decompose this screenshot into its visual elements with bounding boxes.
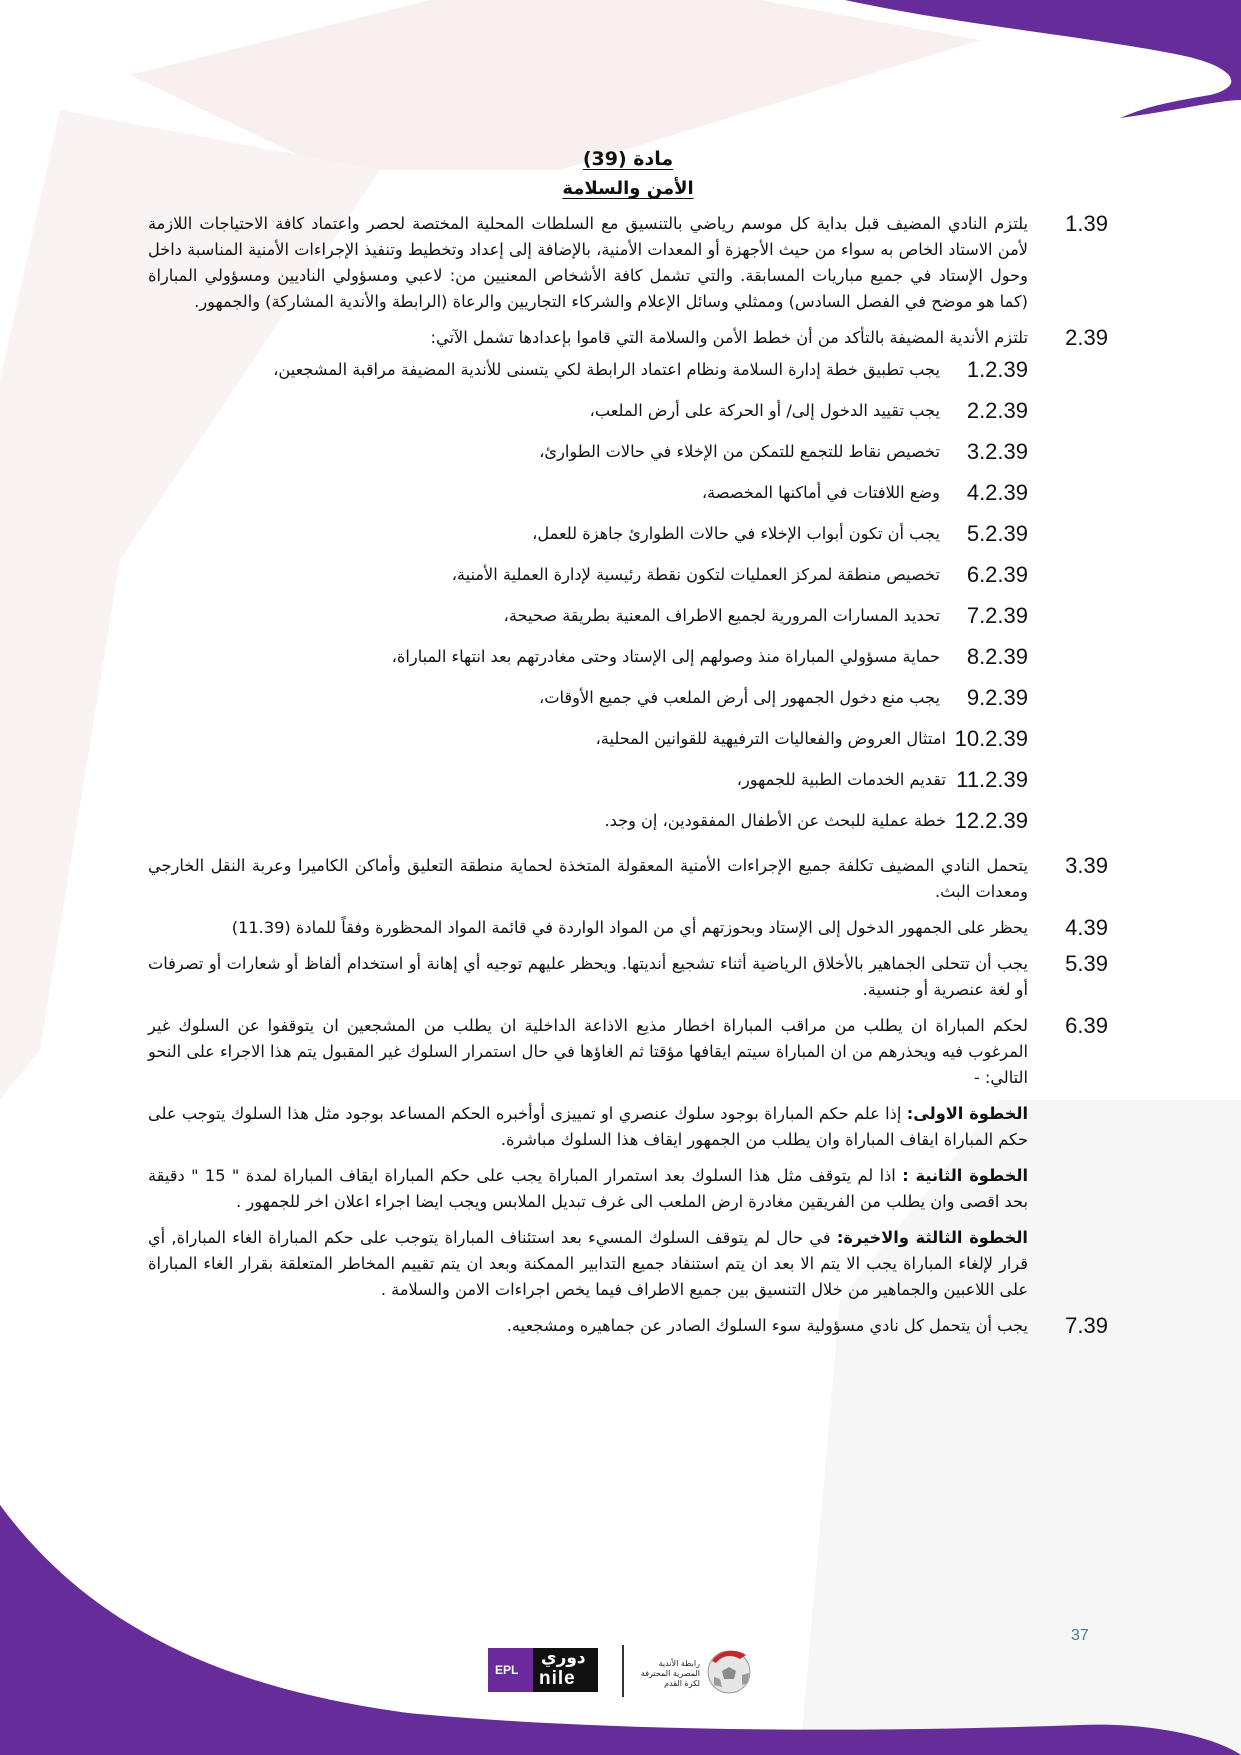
clause-number: 4.39 bbox=[1065, 915, 1108, 940]
subclause-text: يجب تقييد الدخول إلى/ أو الحركة على أرض الملعب، bbox=[589, 401, 940, 420]
subclause-item bbox=[148, 558, 1108, 599]
efa-logo bbox=[638, 1645, 758, 1697]
subclause-text: تحديد المسارات المرورية لجميع الاطراف المعنية بطريقة صحيحة، bbox=[503, 606, 940, 625]
step-first bbox=[148, 1101, 1028, 1153]
subclause-item bbox=[148, 353, 1108, 394]
subclause-item bbox=[148, 681, 1108, 722]
subclause-item bbox=[148, 599, 1108, 640]
subclause-item bbox=[148, 394, 1108, 435]
subclause-text: يجب منع دخول الجمهور إلى أرض الملعب في جميع الأوقات، bbox=[539, 688, 940, 707]
step-second bbox=[148, 1163, 1028, 1215]
clause-number: 1.39 bbox=[1065, 211, 1108, 236]
nile-league-logo bbox=[488, 1648, 598, 1692]
step-label: الخطوة الثانية : bbox=[902, 1166, 1028, 1185]
step-text: إذا علم حكم المباراة بوجود سلوك عنصري او تمييزى أوأخبره الحكم المساعد بوجود مثل هذا السلوك يتوجب على حكم المباراة ايقاف المباراة وان يطلب من الجمهور ايقاف هذا السلوك مباشرة. bbox=[148, 1104, 1028, 1149]
step-label: الخطوة الاولى: bbox=[906, 1104, 1029, 1123]
league-name-english: nile bbox=[539, 1668, 576, 1689]
clause-text: يلتزم النادي المضيف قبل بداية كل موسم رياضي بالتنسيق مع السلطات المحلية المختصة لحصر واعتماد كافة الاحتياجات اللازمة لأمن الاستاد الخاص به سواء من حيث الأجهزة أو المعدات الأمنية، بالإضافة إلى إعداد وتخطيط وتنفيذ الإجراءات الأمنية المناسبة داخل وحول الإستاد في جميع مباريات المسابقة. والتي تشمل كافة الأشخاص المعنيين من: لاعبي ومسؤولي الناديين ومسؤولي المباراة (كما هو موضح في الفصل السادس) وممثلي وسائل الإعلام والشركاء التجاريين والرعاة (الرابطة والأندية المشاركة) والجمهور. bbox=[148, 214, 1028, 311]
clause-number: 6.39 bbox=[1065, 1013, 1108, 1038]
article-title: مادة (39) bbox=[582, 148, 674, 170]
subclause-number: 7.2.39 bbox=[966, 603, 1028, 628]
clause-2-39 bbox=[148, 325, 1108, 351]
step-text: في حال لم يتوقف السلوك المسيء بعد استئناف المباراة يتوجب على حكم المباراة الغاء المباراة, أي قرار لإلغاء المباراة يجب الا يتم الا بعد ان يتم استنفاد جميع التدابير الممكنة وبعد ان يتم تقييم المخاطر المتعلقة بقرار الغاء المباراة على اللاعبين والجماهير من خلال التنسيق بين جميع الاطراف فيما يخص اجراءات الامن والسلامة . bbox=[148, 1228, 1028, 1299]
clause-number: 5.39 bbox=[1065, 951, 1108, 976]
subclause-number: 1.2.39 bbox=[966, 357, 1028, 382]
clause-5-39 bbox=[148, 951, 1108, 1003]
subclause-text: حماية مسؤولي المباراة منذ وصولهم إلى الإستاد وحتى مغادرتهم بعد انتهاء المباراة، bbox=[391, 647, 940, 666]
article-subtitle: الأمن والسلامة bbox=[562, 178, 694, 199]
subclause-number: 4.2.39 bbox=[966, 480, 1028, 505]
subclause-item bbox=[148, 763, 1108, 804]
subclause-number: 10.2.39 bbox=[954, 726, 1028, 751]
subclause-text: خطة عملية للبحث عن الأطفال المفقودين، إن وجد. bbox=[604, 811, 946, 830]
subclause-item bbox=[148, 804, 1108, 845]
efa-logo-text: رابطة الأندية المصرية المحترفة لكرة القدم bbox=[640, 1659, 700, 1688]
league-name-arabic: دوري bbox=[541, 1648, 586, 1668]
subclause-number: 6.2.39 bbox=[966, 562, 1028, 587]
subclause-text: تخصيص منطقة لمركز العمليات لتكون نقطة رئيسية لإدارة العملية الأمنية، bbox=[451, 565, 940, 584]
subclause-item bbox=[148, 476, 1108, 517]
footer-logos bbox=[488, 1645, 758, 1697]
subclause-number: 2.2.39 bbox=[966, 398, 1028, 423]
article-header bbox=[148, 148, 1108, 199]
subclause-text: امتثال العروض والفعاليات الترفيهية للقوانين المحلية، bbox=[595, 729, 946, 748]
subclause-text: تخصيص نقاط للتجمع للتمكن من الإخلاء في حالات الطوارئ، bbox=[539, 442, 940, 461]
clause-3-39 bbox=[148, 853, 1108, 905]
clause-4-39 bbox=[148, 915, 1108, 941]
step-text: اذا لم يتوقف مثل هذا السلوك بعد استمرار المباراة يجب على حكم المباراة ايقاف المباراة لمدة " 15 " دقيقة بحد اقصى وان يطلب من الفريقين مغادرة ارض الملعب الى غرف تبديل الملابس ويجب ايضا اجراء اعلان اخر للجمهور . bbox=[148, 1166, 1028, 1211]
subclause-number: 11.2.39 bbox=[956, 767, 1028, 792]
clause-text: يجب أن تتحلى الجماهير بالأخلاق الرياضية أثناء تشجيع أنديتها. ويحظر عليهم توجيه أي إهانة أو استخدام ألفاظ أو شعارات أو تصرفات أو لغة عنصرية أو جنسية. bbox=[148, 954, 1028, 999]
clause-number: 7.39 bbox=[1065, 1313, 1108, 1338]
subclause-item bbox=[148, 517, 1108, 558]
subclause-number: 8.2.39 bbox=[966, 644, 1028, 669]
clause-6-39 bbox=[148, 1013, 1108, 1091]
step-label: الخطوة الثالثة والاخيرة: bbox=[836, 1228, 1028, 1247]
subclause-number: 12.2.39 bbox=[954, 808, 1028, 833]
subclause-item bbox=[148, 435, 1108, 476]
subclause-item bbox=[148, 722, 1108, 763]
clause-number: 3.39 bbox=[1065, 853, 1108, 878]
epl-badge-icon bbox=[488, 1648, 533, 1692]
clause-text: يحظر على الجمهور الدخول إلى الإستاد وبحوزتهم أي من المواد الواردة في قائمة المواد المحظورة وفقاً للمادة (11.39) bbox=[231, 918, 1028, 937]
subclause-number: 5.2.39 bbox=[966, 521, 1028, 546]
clause-text: يجب أن يتحمل كل نادي مسؤولية سوء السلوك الصادر عن جماهيره ومشجعيه. bbox=[506, 1316, 1028, 1335]
football-icon bbox=[704, 1645, 754, 1695]
step-third-final bbox=[148, 1225, 1028, 1303]
page-number: 37 bbox=[1071, 1627, 1089, 1644]
subclause-list bbox=[148, 353, 1108, 845]
subclause-text: وضع اللافتات في أماكنها المخصصة، bbox=[701, 483, 940, 502]
subclause-number: 3.2.39 bbox=[966, 439, 1028, 464]
subclause-number: 9.2.39 bbox=[966, 685, 1028, 710]
subclause-text: يجب أن تكون أبواب الإخلاء في حالات الطوارئ جاهزة للعمل، bbox=[532, 524, 940, 543]
clause-7-39 bbox=[148, 1313, 1108, 1339]
subclause-item bbox=[148, 640, 1108, 681]
subclause-text: يجب تطبيق خطة إدارة السلامة ونظام اعتماد الرابطة لكي يتسنى للأندية المضيفة مراقبة المشجعين، bbox=[273, 360, 940, 379]
clause-text: لحكم المباراة ان يطلب من مراقب المباراة اخطار مذيع الاذاعة الداخلية ان يطلب من المشجعين ان يتوقفوا عن السلوك غير المرغوب فيه ويحذرهم من ان المباراة سيتم ايقافها مؤقتا ثم الغاؤها في حال استمرار السلوك غير المقبول يتم هذا الاجراء على النحو التالي: - bbox=[148, 1016, 1028, 1087]
document-body bbox=[148, 148, 1108, 1349]
clause-text: تلتزم الأندية المضيفة بالتأكد من أن خطط الأمن والسلامة التي قاموا بإعدادها تشمل الآتي: bbox=[430, 328, 1028, 347]
clause-1-39 bbox=[148, 211, 1108, 315]
logo-divider bbox=[622, 1645, 624, 1697]
nile-wordmark bbox=[533, 1648, 598, 1692]
clause-text: يتحمل النادي المضيف تكلفة جميع الإجراءات الأمنية المعقولة المتخذة لحماية منطقة التعليق وأماكن الكاميرا وعربة النقل الخارجي ومعدات البث. bbox=[148, 856, 1028, 901]
subclause-text: تقديم الخدمات الطبية للجمهور، bbox=[736, 770, 946, 789]
epl-badge-text: EPL bbox=[495, 1663, 519, 1677]
clause-number: 2.39 bbox=[1065, 325, 1108, 350]
